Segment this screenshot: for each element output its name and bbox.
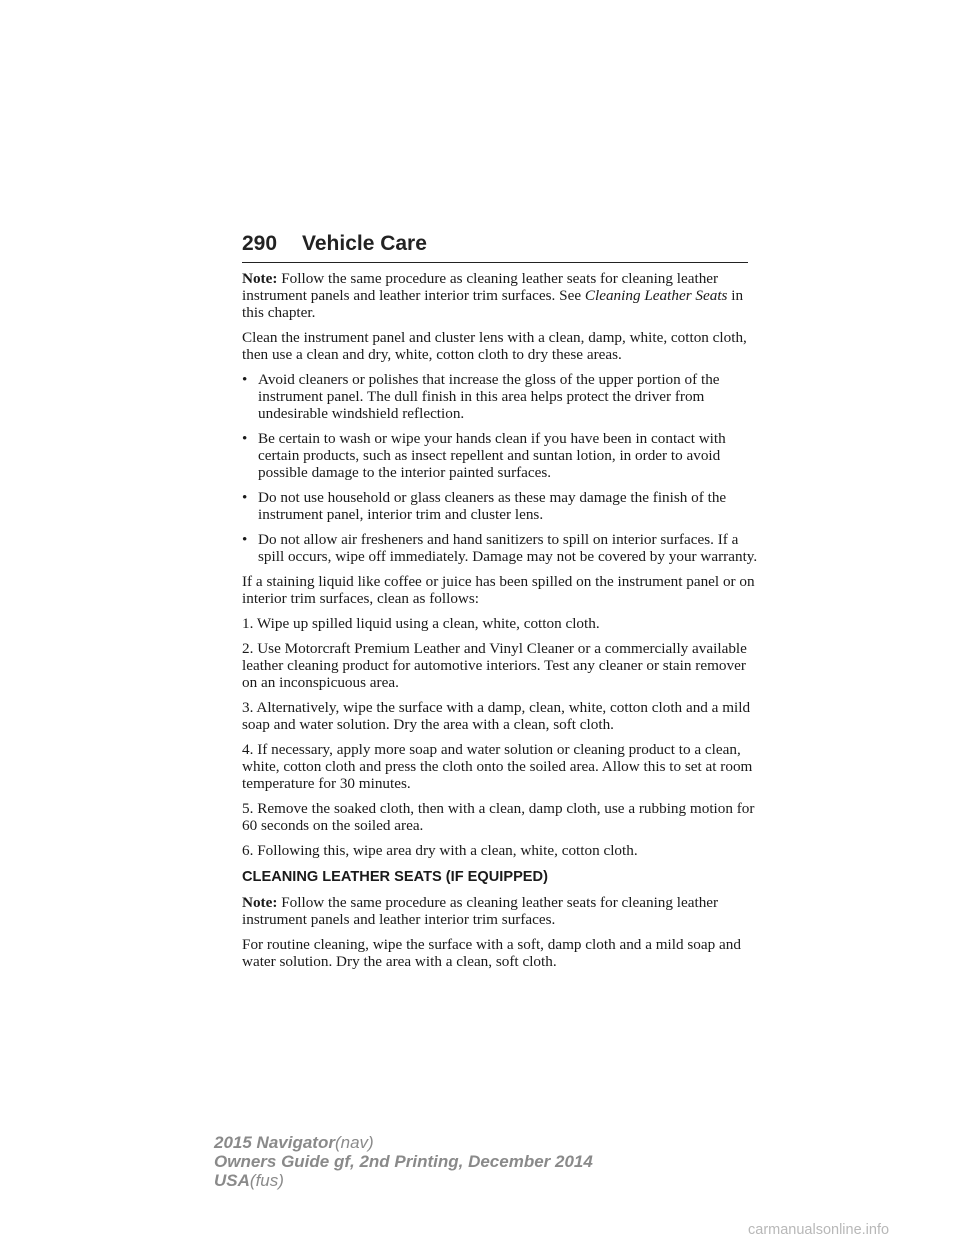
footer-model-code: (nav) [334,1133,374,1152]
note-text: Follow the same procedure as cleaning leather seats for cleaning leather instrument panels and leather interior trim surfaces. See [242,270,719,304]
bullet-icon: • [242,531,248,548]
bullet-item: • Avoid cleaners or polishes that increase the gloss of the upper portion of the instrument panel. The dull finish in this area helps protect the driver from undesirable windshield reflection. [242,371,720,422]
note-paragraph [242,894,758,928]
note-text: Follow the same procedure as cleaning leather seats for cleaning leather instrument panels and leather interior trim surfaces. [242,894,719,928]
cross-reference: Cleaning Leather Seats [584,287,728,304]
note-label: Note: [242,270,278,287]
footer-model: 2015 Navigator [214,1133,335,1152]
instrument-panel-paragraph: Clean the instrument panel and cluster lens with a clean, damp, white, cotton cloth, then use a clean and dry, white, cotton cloth to dry these areas. [242,329,747,363]
footer-market: USA [214,1171,250,1190]
bullet-item: • Do not allow air fresheners and hand sanitizers to spill on interior surfaces. If a spill occurs, wipe off immediately. Damage may not be covered by your warranty. [242,531,758,565]
step-paragraph: 3. Alternatively, wipe the surface with a damp, clean, white, cotton cloth and a mild soap and water solution. Dry the area with a clean, soft cloth. [242,699,751,733]
page-content [242,270,758,978]
bullet-item: • Be certain to wash or wipe your hands clean if you have been in contact with certain products, such as insect repellent and suntan lotion, in order to avoid possible damage to the interior painted surfaces. [242,430,726,481]
step-paragraph: 5. Remove the soaked cloth, then with a clean, damp cloth, use a rubbing motion for 60 seconds on the soiled area. [242,800,755,834]
step-paragraph: 6. Following this, wipe area dry with a clean, white, cotton cloth. [242,842,638,859]
page-footer [214,1133,593,1190]
note-paragraph [242,270,758,321]
bullet-item: • Do not use household or glass cleaners as these may damage the finish of the instrument panel, interior trim and cluster lens. [242,489,727,523]
section-title: Vehicle Care [302,232,427,255]
note-label: Note: [242,894,278,911]
routine-cleaning-paragraph: For routine cleaning, wipe the surface with a soft, damp cloth and a mild soap and water solution. Dry the area with a clean, soft cloth. [242,936,741,970]
bullet-icon: • [242,430,248,447]
page-number: 290 [242,232,278,255]
step-paragraph: 1. Wipe up spilled liquid using a clean, white, cotton cloth. [242,615,600,632]
footer-line-market [214,1171,593,1190]
bullet-icon: • [242,371,248,388]
footer-line-edition: Owners Guide gf, 2nd Printing, December 2014 [214,1152,593,1171]
footer-line-model [214,1133,593,1152]
step-paragraph: 2. Use Motorcraft Premium Leather and Vinyl Cleaner or a commercially available leather cleaning product for automotive interiors. Test any cleaner or stain remover on an inconspicuous area. [242,640,747,691]
subheading-leather-seats: CLEANING LEATHER SEATS (IF EQUIPPED) [242,869,548,885]
step-paragraph: 4. If necessary, apply more soap and water solution or cleaning product to a clean, white, cotton cloth and press the cloth onto the soiled area. Allow this to set at room temperature for 30 minutes. [242,741,753,792]
page-header [242,232,748,263]
note-text-after-ref: in this chapter. [242,287,744,321]
footer-market-code: (fus) [249,1171,284,1190]
staining-paragraph: If a staining liquid like coffee or juice has been spilled on the instrument panel or on interior trim surfaces, clean as follows: [242,573,755,607]
watermark: carmanualsonline.info [748,1222,890,1238]
bullet-icon: • [242,489,248,506]
caution-bullet-list [242,371,758,565]
